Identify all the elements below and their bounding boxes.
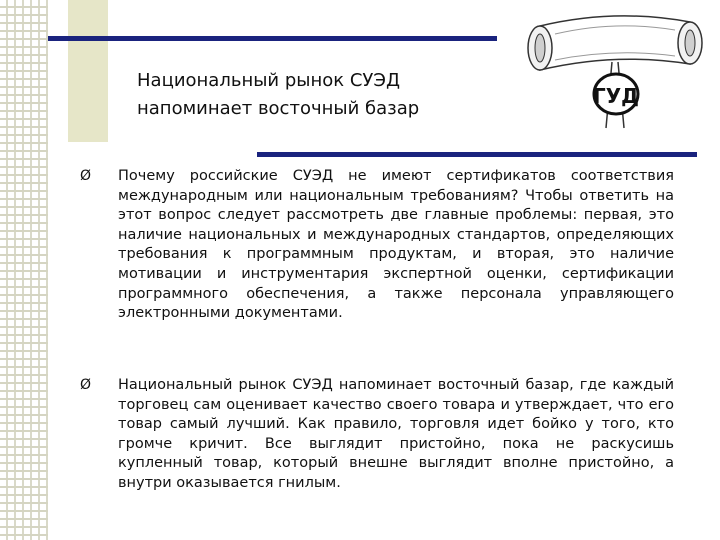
title-background-block (68, 0, 108, 142)
decorative-side-pattern (0, 0, 48, 540)
bullet-paragraph-1: Почему российские СУЭД не имеют сертификатов соответствия международным или национальным требованиям? Чтобы ответить на этот вопрос следует рассмотреть две главные проблемы: первая, это наличие национальных и международных стандартов, определяющих требования к программным продуктам, и вторая, это наличие мотивации и инструментария экспертной оценки, сертификации программного обеспечения, а также персонала управляющего электронными документами. (118, 168, 674, 322)
arrow-bullet-icon: Ø (80, 377, 92, 393)
seal-text: ГУД (593, 84, 639, 108)
scroll-seal-illustration (520, 4, 710, 132)
title-line-2: напоминает восточный базар (137, 98, 420, 119)
top-accent-rule (48, 36, 497, 41)
slide-title (137, 67, 497, 123)
arrow-bullet-icon: Ø (80, 168, 92, 184)
bullet-paragraph-2: Национальный рынок СУЭД напоминает восточный базар, где каждый торговец сам оценивает качество своего товара и утверждает, что его товар самый лучший. Как правило, торговля идет бойко у того, кто громче кричит. Все выглядит пристойно, пока не раскусишь купленный товар, который внешне выглядит вполне пристойно, а внутри оказывается гнилым. (118, 377, 674, 491)
title-line-1: Национальный рынок СУЭД (137, 70, 401, 91)
middle-accent-rule (257, 152, 697, 157)
